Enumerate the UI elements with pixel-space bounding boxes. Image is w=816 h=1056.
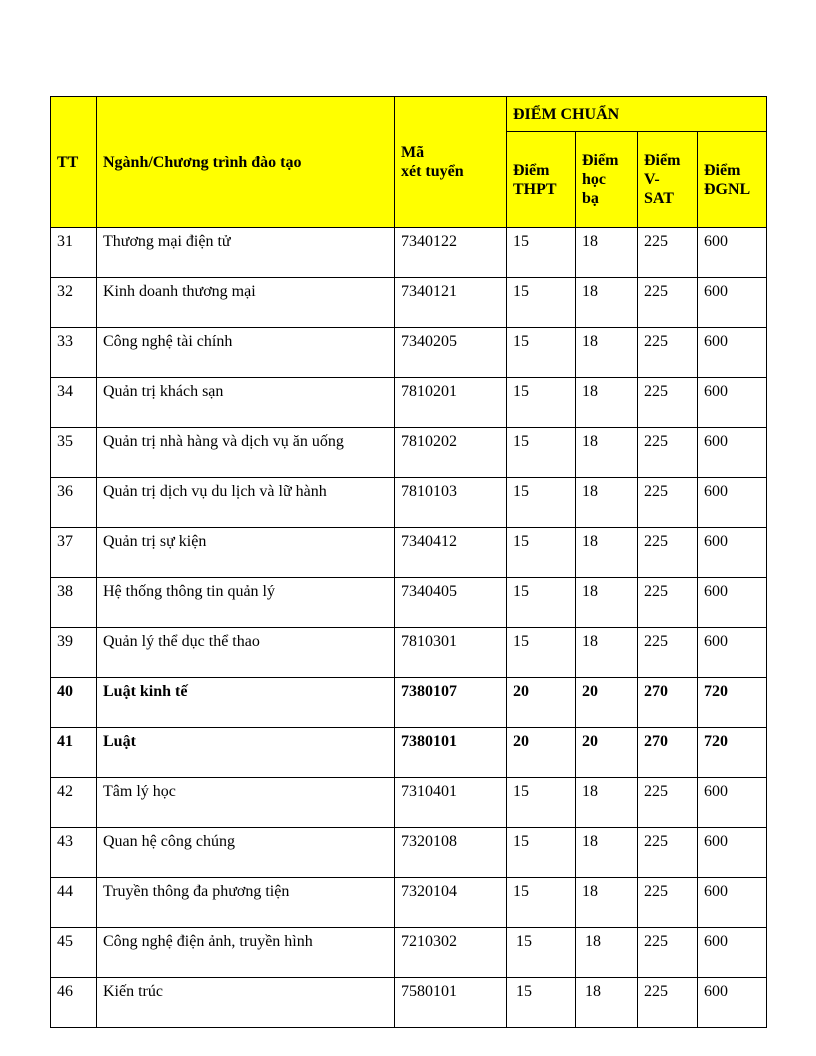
- cell-dgnl: 600: [698, 428, 767, 478]
- cell-vsat: 225: [638, 378, 698, 428]
- cell-vsat: 225: [638, 228, 698, 278]
- header-vsat-line3: SAT: [644, 190, 674, 207]
- table-row: [51, 928, 767, 978]
- header-hocba-line1: Điểm: [582, 152, 619, 169]
- cell-dgnl: 600: [698, 278, 767, 328]
- cell-vsat: 225: [638, 828, 698, 878]
- table-body: [51, 228, 767, 1028]
- cell-hocba: 18: [576, 578, 638, 628]
- cell-hocba: 18: [576, 528, 638, 578]
- header-vsat-line1: Điểm: [644, 152, 681, 169]
- header-tt: TT: [51, 97, 97, 228]
- header-code: [395, 97, 507, 228]
- cell-code: 7340405: [395, 578, 507, 628]
- cell-vsat: 270: [638, 728, 698, 778]
- cell-hocba: 18: [576, 278, 638, 328]
- cell-code: 7810202: [395, 428, 507, 478]
- cell-hocba: 18: [576, 878, 638, 928]
- cell-dgnl: 600: [698, 228, 767, 278]
- cell-thpt: 15: [507, 278, 576, 328]
- table-row: [51, 478, 767, 528]
- cell-thpt: 15: [507, 978, 576, 1028]
- table-row: [51, 428, 767, 478]
- cell-vsat: 225: [638, 328, 698, 378]
- cell-name: Quản lý thể dục thể thao: [97, 628, 395, 678]
- cell-thpt: 15: [507, 778, 576, 828]
- cell-code: 7810301: [395, 628, 507, 678]
- cell-name: Quan hệ công chúng: [97, 828, 395, 878]
- header-code-line2: xét tuyển: [401, 163, 464, 180]
- header-cutoff-group: ĐIỂM CHUẨN: [507, 97, 767, 132]
- table-row: [51, 228, 767, 278]
- header-dgnl-line2: ĐGNL: [704, 180, 751, 198]
- cell-hocba: 18: [576, 628, 638, 678]
- cell-code: 7340122: [395, 228, 507, 278]
- cell-name: Kiến trúc: [97, 978, 395, 1028]
- header-dgnl-line1: Điểm: [704, 161, 741, 179]
- cell-hocba: 18: [576, 228, 638, 278]
- table-row: [51, 778, 767, 828]
- cell-hocba: 18: [576, 328, 638, 378]
- header-hocba: [576, 132, 638, 228]
- cell-code: 7310401: [395, 778, 507, 828]
- cell-dgnl: 720: [698, 678, 767, 728]
- header-code-line1: Mã: [401, 144, 425, 161]
- cell-name: Công nghệ điện ảnh, truyền hình: [97, 928, 395, 978]
- header-thpt-line2: THPT: [513, 180, 557, 198]
- header-vsat-line2: V-: [644, 171, 660, 188]
- table-row: [51, 728, 767, 778]
- cell-dgnl: 600: [698, 528, 767, 578]
- cell-dgnl: 600: [698, 828, 767, 878]
- cell-hocba: 20: [576, 728, 638, 778]
- cell-name: Tâm lý học: [97, 778, 395, 828]
- cell-thpt: 15: [507, 928, 576, 978]
- header-thpt: [507, 132, 576, 228]
- cell-thpt: 20: [507, 728, 576, 778]
- cell-thpt: 15: [507, 328, 576, 378]
- cell-tt: 42: [51, 778, 97, 828]
- cell-tt: 35: [51, 428, 97, 478]
- cell-code: 7340121: [395, 278, 507, 328]
- table-row: [51, 628, 767, 678]
- cell-thpt: 15: [507, 228, 576, 278]
- cell-code: 7580101: [395, 978, 507, 1028]
- cell-thpt: 15: [507, 428, 576, 478]
- cell-vsat: 225: [638, 878, 698, 928]
- cell-dgnl: 600: [698, 628, 767, 678]
- cell-tt: 34: [51, 378, 97, 428]
- table-row: [51, 328, 767, 378]
- table-row: [51, 278, 767, 328]
- cell-tt: 41: [51, 728, 97, 778]
- cell-code: 7320104: [395, 878, 507, 928]
- table-row: [51, 378, 767, 428]
- cell-thpt: 15: [507, 828, 576, 878]
- cell-thpt: 15: [507, 878, 576, 928]
- cell-hocba: 18: [576, 828, 638, 878]
- cell-name: Luật kinh tế: [97, 678, 395, 728]
- cell-name: Truyền thông đa phương tiện: [97, 878, 395, 928]
- cell-hocba: 18: [576, 928, 638, 978]
- cell-dgnl: 600: [698, 978, 767, 1028]
- cell-code: 7810103: [395, 478, 507, 528]
- cell-dgnl: 600: [698, 578, 767, 628]
- cell-vsat: 225: [638, 478, 698, 528]
- cell-dgnl: 600: [698, 328, 767, 378]
- header-hocba-line2: học: [582, 171, 606, 188]
- cell-hocba: 18: [576, 478, 638, 528]
- cell-tt: 39: [51, 628, 97, 678]
- cell-code: 7340205: [395, 328, 507, 378]
- cell-tt: 46: [51, 978, 97, 1028]
- cell-vsat: 225: [638, 278, 698, 328]
- cell-tt: 43: [51, 828, 97, 878]
- cell-name: Quản trị sự kiện: [97, 528, 395, 578]
- cell-vsat: 225: [638, 778, 698, 828]
- cell-name: Quản trị dịch vụ du lịch và lữ hành: [97, 478, 395, 528]
- cell-name: Quản trị nhà hàng và dịch vụ ăn uống: [97, 428, 395, 478]
- header-vsat: [638, 132, 698, 228]
- cell-name: Thương mại điện tử: [97, 228, 395, 278]
- header-hocba-line3: bạ: [582, 190, 599, 207]
- cell-tt: 31: [51, 228, 97, 278]
- cell-name: Công nghệ tài chính: [97, 328, 395, 378]
- cell-dgnl: 600: [698, 928, 767, 978]
- cell-hocba: 18: [576, 428, 638, 478]
- cell-code: 7810201: [395, 378, 507, 428]
- cell-name: Kinh doanh thương mại: [97, 278, 395, 328]
- cell-tt: 40: [51, 678, 97, 728]
- cell-vsat: 225: [638, 928, 698, 978]
- cell-code: 7380107: [395, 678, 507, 728]
- header-row-top: [51, 97, 767, 132]
- cell-vsat: 270: [638, 678, 698, 728]
- cell-dgnl: 600: [698, 778, 767, 828]
- cell-tt: 44: [51, 878, 97, 928]
- cutoff-score-table: [50, 96, 767, 1028]
- cell-thpt: 20: [507, 678, 576, 728]
- table-row: [51, 878, 767, 928]
- cell-vsat: 225: [638, 578, 698, 628]
- cell-thpt: 15: [507, 578, 576, 628]
- cell-hocba: 20: [576, 678, 638, 728]
- cell-name: Luật: [97, 728, 395, 778]
- cell-code: 7340412: [395, 528, 507, 578]
- cell-thpt: 15: [507, 378, 576, 428]
- cell-code: 7320108: [395, 828, 507, 878]
- cell-dgnl: 600: [698, 378, 767, 428]
- cell-hocba: 18: [576, 978, 638, 1028]
- cell-thpt: 15: [507, 628, 576, 678]
- cell-thpt: 15: [507, 478, 576, 528]
- table-row: [51, 528, 767, 578]
- cell-tt: 33: [51, 328, 97, 378]
- header-dgnl: [698, 132, 767, 228]
- cell-tt: 32: [51, 278, 97, 328]
- cell-tt: 36: [51, 478, 97, 528]
- table-row: [51, 828, 767, 878]
- cell-hocba: 18: [576, 378, 638, 428]
- cell-dgnl: 720: [698, 728, 767, 778]
- cell-dgnl: 600: [698, 878, 767, 928]
- cell-code: 7210302: [395, 928, 507, 978]
- cell-dgnl: 600: [698, 478, 767, 528]
- cell-vsat: 225: [638, 628, 698, 678]
- cell-thpt: 15: [507, 528, 576, 578]
- cell-code: 7380101: [395, 728, 507, 778]
- cell-tt: 45: [51, 928, 97, 978]
- table-row: [51, 578, 767, 628]
- cell-vsat: 225: [638, 528, 698, 578]
- cell-name: Hệ thống thông tin quản lý: [97, 578, 395, 628]
- cell-name: Quản trị khách sạn: [97, 378, 395, 428]
- cell-vsat: 225: [638, 428, 698, 478]
- header-thpt-line1: Điểm: [513, 161, 550, 179]
- header-program: Ngành/Chương trình đào tạo: [97, 97, 395, 228]
- cell-tt: 38: [51, 578, 97, 628]
- table-row: [51, 978, 767, 1028]
- table-row: [51, 678, 767, 728]
- cell-hocba: 18: [576, 778, 638, 828]
- cell-vsat: 225: [638, 978, 698, 1028]
- cell-tt: 37: [51, 528, 97, 578]
